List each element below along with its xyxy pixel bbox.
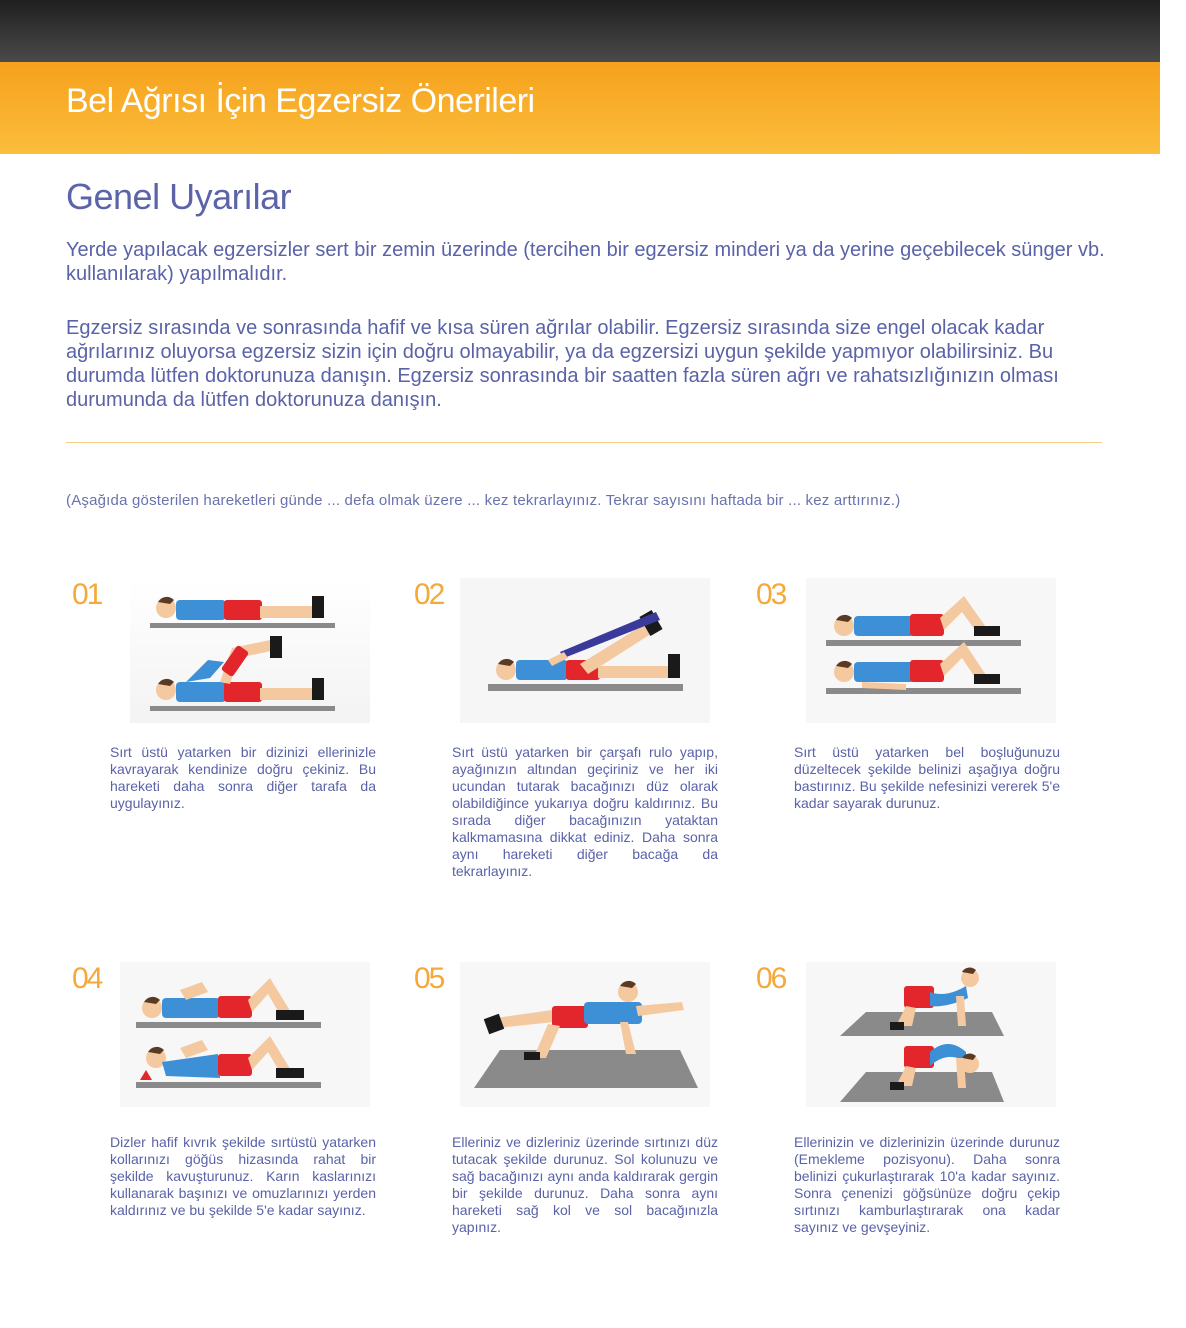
exercise-05-caption: Elleriniz ve dizleriniz üzerinde sırtınızı düz tutacak şekilde durunuz. Sol kolunuzu ve sağ bacağınızı aynı anda kaldırarak gergin bir şekilde durunuz. Daha sonra aynı hareketi sağ kol ve sol bacağınızla yapınız.	[452, 1134, 718, 1235]
section-heading: Genel Uyarılar	[66, 176, 292, 217]
divider-line	[66, 442, 1102, 443]
general-paragraph-2: Egzersiz sırasında ve sonrasında hafif ve kısa süren ağrılar olabilir. Egzersiz sırasında size engel olacak kadar ağrılarınız oluyorsa egzersiz sizin için doğru olmayabilir, ya da egzersizi uygun şekilde yapmıyor olabilirsiniz. Bu durumda lütfen doktorunuza danışın. Egzersiz sonrasında bir saatten fazla süren ağrı ve rahatsızlığınızın olması durumunda da lütfen doktorunuza danışın.	[66, 317, 1059, 411]
instruction-note: (Aşağıda gösterilen hareketleri günde ... defa olmak üzere ... kez tekrarlayınız. Tekrar sayısını haftada bir ... kez arttırınız.)	[66, 492, 901, 509]
title-bar	[0, 62, 1160, 154]
exercise-02-caption: Sırt üstü yatarken bir çarşafı rulo yapıp, ayağınızın altından geçiriniz ve her iki ucundan tutarak bacağınızı düz olarak olabildiğince yukarıya doğru kaldırınız. Bu sırada diğer bacağınızın yataktan kalkmamasına dikkat ediniz. Daha sonra aynı hareketi diğer bacağa da tekrarlayınız.	[452, 744, 718, 879]
exercise-01-caption: Sırt üstü yatarken bir dizinizi ellerinizle kavrayarak kendinize doğru çekiniz. Bu hareketi daha sonra diğer tarafa da uygulayınız.	[110, 744, 376, 811]
exercise-02-illustration	[460, 578, 710, 723]
exercise-04-caption: Dizler hafif kıvrık şekilde sırtüstü yatarken kollarınızı göğüs hizasında rahat bir şekilde kavuşturunuz. Karın kaslarınızı kullanarak başınızı ve omuzlarınızı yerden kaldırınız ve bu şekilde 5'e kadar sayınız.	[110, 1134, 376, 1218]
top-dark-band	[0, 0, 1160, 62]
exercise-05-illustration	[460, 962, 710, 1107]
exercise-number-02: 02	[414, 578, 444, 611]
exercise-number-01: 01	[72, 578, 102, 611]
exercise-number-04: 04	[72, 962, 102, 995]
exercise-04-illustration	[120, 962, 370, 1107]
exercise-number-03: 03	[756, 578, 786, 611]
exercise-06-caption: Ellerinizin ve dizlerinizin üzerinde durunuz (Emekleme pozisyonu). Daha sonra belinizi çukurlaştırarak 10'a kadar sayınız. Sonra çenenizi göğsünüze doğru çekip sırtınızı kamburlaştırarak ona kadar sayınız ve gevşeyiniz.	[794, 1134, 1060, 1235]
exercise-number-05: 05	[414, 962, 444, 995]
exercise-06-illustration	[806, 962, 1056, 1107]
general-paragraph-1: Yerde yapılacak egzersizler sert bir zemin üzerinde (tercihen bir egzersiz minderi ya da yerine geçebilecek sünger vb. kullanılarak) yapılmalıdır.	[66, 239, 1105, 285]
exercise-03-caption: Sırt üstü yatarken bel boşluğunuzu düzeltecek şekilde belinizi aşağıya doğru bastırınız. Bu şekilde nefesinizi vererek 5'e kadar sayarak durunuz.	[794, 744, 1060, 811]
exercise-01-illustration	[120, 578, 370, 723]
exercise-03-illustration	[806, 578, 1056, 723]
page-title: Bel Ağrısı İçin Egzersiz Önerileri	[66, 82, 535, 120]
exercise-number-06: 06	[756, 962, 786, 995]
